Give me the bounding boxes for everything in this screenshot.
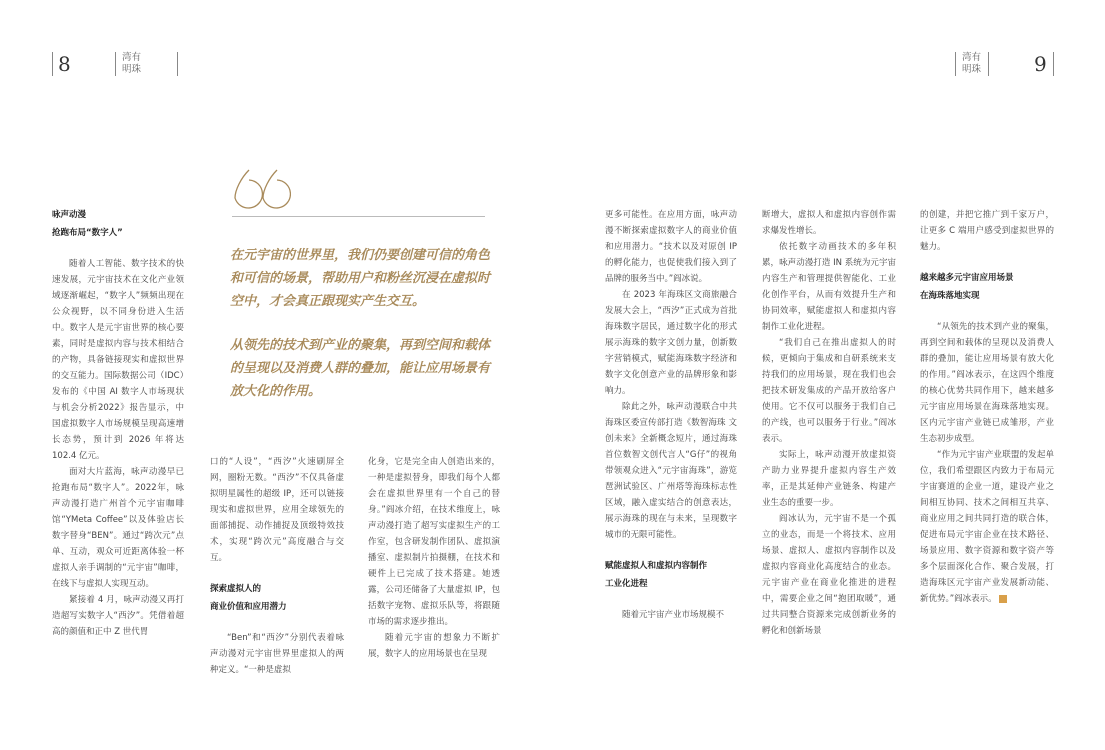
body-paragraph: 随着人工智能、数字技术的快速发展，元宇宙技术在文化产业领域逐渐崛起，“数字人”频频出现在公众视野，以不同身份进入生活中。数字人是元宇宙世界的核心要素，同时是虚拟内容与技术相结合的产物，具备链接现实和虚拟世界的交互能力。国际数据公司（IDC）发布的《中国 AI 数字人市场现状与机会分析2022》报告显示，中国虚拟数字人市场规模呈现高速增长态势，预计到 2026 年将达 102.4 亿元。 [52, 259, 184, 461]
body-paragraph: “从领先的技术到产业的聚集，再到空间和载体的呈现以及消费人群的叠加，能让应用场景有放大化的作用。”阎冰表示，在这四个维度的核心优势共同作用下，越来越多元宇宙应用场景在海珠落地实现。区内元宇宙产业链已成雏形，产业生态初步成型。 [920, 322, 1054, 444]
body-paragraph: 口的“人设”，“西汐”火速刷屏全网，圈粉无数。“西汐”不仅具备虚拟明星属性的超级 IP，还可以链接现实和虚拟世界，应用全球领先的面部捕捉、动作捕捉及顶级特效技术，实现“跨次元”高度融合与交互。 [210, 457, 344, 563]
section-heading: 在海珠落地实现 [920, 291, 980, 301]
pull-quote-rule [232, 216, 485, 217]
body-paragraph: 依托数字动画技术的多年积累，咏声动漫打造 IN 系统为元宇宙内容生产和管理提供智能化、工业化创作平台，从而有效提升生产和协同效率，赋能虚拟人和虚拟内容制作工业化进程。 [762, 242, 896, 332]
body-paragraph: 面对大片蓝海，咏声动漫早已抢跑布局“数字人”。2022年，咏声动漫打造广州首个元宇宙咖啡馆“YMeta Coffee”以及体验店长数字替身“BEN”。通过“跨次元”点单、互动，观众可近距离体验一杯虚拟人亲手调制的“元宇宙”咖啡，在线下与虚拟人实现互动。 [52, 467, 184, 589]
article-column [52, 206, 184, 640]
body-paragraph: 更多可能性。在应用方面，咏声动漫不断探索虚拟数字人的商业价值和应用潜力。“技术以及对原创 IP 的孵化能力，也促使我们接入到了品牌的服务当中。”阎冰说。 [605, 210, 737, 284]
magazine-section-line: 湾有 [122, 52, 142, 63]
header-divider [988, 52, 989, 76]
article-column [920, 207, 1054, 607]
section-heading: 抢跑布局“数字人” [52, 228, 123, 238]
section-heading: 越来越多元宇宙应用场景 [920, 273, 1014, 283]
magazine-section-name [962, 52, 981, 76]
body-paragraph: 断增大，虚拟人和虚拟内容创作需求爆发性增长。 [762, 210, 896, 236]
body-paragraph: “我们自己在推出虚拟人的时候，更倾向于集成和自研系统来支持我们的应用场景，现在我们也会把技术研发集成的产品开放给客户使用。它不仅可以服务于我们自己的产线，也可以服务于行业。”阎冰表示。 [762, 338, 896, 444]
section-heading: 探索虚拟人的 [210, 584, 262, 594]
header-divider [115, 52, 116, 76]
article-column [762, 207, 896, 639]
magazine-section-line: 湾有 [962, 52, 982, 63]
page-number-left: 8 [58, 52, 71, 76]
body-paragraph: 实际上，咏声动漫开放虚拟资产助力业界提升虚拟内容生产效率，正是其延伸产业链条、构建产业生态的重要一步。 [762, 450, 896, 508]
body-paragraph: 随着元宇宙的想象力不断扩展，数字人的应用场景也在呈现 [368, 633, 500, 659]
section-heading: 工业化进程 [605, 579, 648, 589]
end-mark-icon: 珠 [999, 595, 1007, 603]
body-paragraph: 在 2023 年海珠区文商旅融合发展大会上，“西汐”正式成为首批海珠数字居民，通过数字化的形式展示海珠的数字文创力量，创新数字营销模式，赋能海珠数字经济和数字文化创意产业的品牌形象和影响力。 [605, 290, 737, 396]
section-heading: 赋能虚拟人和虚拟内容制作 [605, 561, 708, 571]
body-paragraph-text: “作为元宇宙产业联盟的发起单位，我们希望跟区内致力于布局元宇宙赛道的企业一道，建设产业之间相互协同、技术之间相互共享、商业应用之间共同打造的联合体，促进布局元宇宙企业在技术路径、场景应用、数字资源和数字资产等多个层面深化合作、聚合发展，打造海珠区元宇宙产业发展新动能、新优势。”阎冰表示。 [920, 450, 1054, 604]
pull-quote-paragraph: 在元宇宙的世界里，我们仍要创建可信的角色和可信的场景，帮助用户和粉丝沉浸在虚拟时空中，才会真正跟现实产生交互。 [230, 248, 491, 309]
magazine-section-line: 明珠 [962, 64, 982, 75]
pull-quote-paragraph: 从领先的技术到产业的聚集，再到空间和载体的呈现以及消费人群的叠加，能让应用场景有放大化的作用。 [230, 338, 491, 399]
body-paragraph: 阎冰认为，元宇宙不是一个孤立的业态，而是一个将技术、应用场景、虚拟人、虚拟内容制作以及虚拟内容商业化高度结合的业态。元宇宙产业在商业化推进的进程中，需要企业之间“抱团取暖”，通过共同整合资源来完成创新业务的孵化和创新场景 [762, 514, 896, 636]
article-column [605, 207, 737, 623]
body-paragraph: “Ben”和“西汐”分别代表着咏声动漫对元宇宙世界里虚拟人的两种定义。“一种是虚拟 [210, 633, 344, 675]
quote-mark-icon [227, 168, 291, 220]
magazine-section-line: 明珠 [122, 64, 142, 75]
section-heading: 商业价值和应用潜力 [210, 602, 287, 612]
header-divider [177, 52, 178, 76]
header-divider [1053, 52, 1054, 76]
article-column [210, 454, 344, 678]
section-heading: 咏声动漫 [52, 210, 87, 220]
body-paragraph: 的创建，并把它推广到千家万户，让更多 C 端用户感受到虚拟世界的魅力。 [920, 210, 1054, 252]
body-paragraph: 紧接着 4 月，咏声动漫又再打造超写实数字人“西汐”。凭借着超高的颜值和正中 Z 世代胃 [52, 595, 184, 637]
body-paragraph [920, 447, 1054, 607]
body-paragraph: 随着元宇宙产业市场规模不 [622, 610, 725, 620]
page-number-right: 9 [1034, 52, 1047, 76]
header-divider [52, 52, 53, 76]
body-paragraph: 化身，它是完全由人创造出来的，一种是虚拟替身，即我们每个人都会在虚拟世界里有一个自己的替身。”阎冰介绍，在技术维度上，咏声动漫打造了超写实虚拟生产的工作室，包含研发制作团队、虚拟演播室、虚拟制片拍摄棚，在技术和硬件上已完成了技术搭建。她透露，公司还储备了大量虚拟 IP，包括数字宠物、虚拟乐队等，将跟随市场的需求逐步推出。 [368, 457, 500, 627]
article-column [368, 454, 500, 662]
body-paragraph: 除此之外，咏声动漫联合中共海珠区委宣传部打造《数智海珠 文创未来》全新概念短片，通过海珠首位数智文创代言人“G仔”的视角带领观众进入“元宇宙海珠”，游览琶洲试验区、广州塔等海珠标志性区域，融入虚实结合的创意表达，展示海珠的现在与未来，呈现数字城市的无限可能性。 [605, 402, 737, 540]
magazine-section-name [122, 52, 141, 76]
header-divider [955, 52, 956, 76]
